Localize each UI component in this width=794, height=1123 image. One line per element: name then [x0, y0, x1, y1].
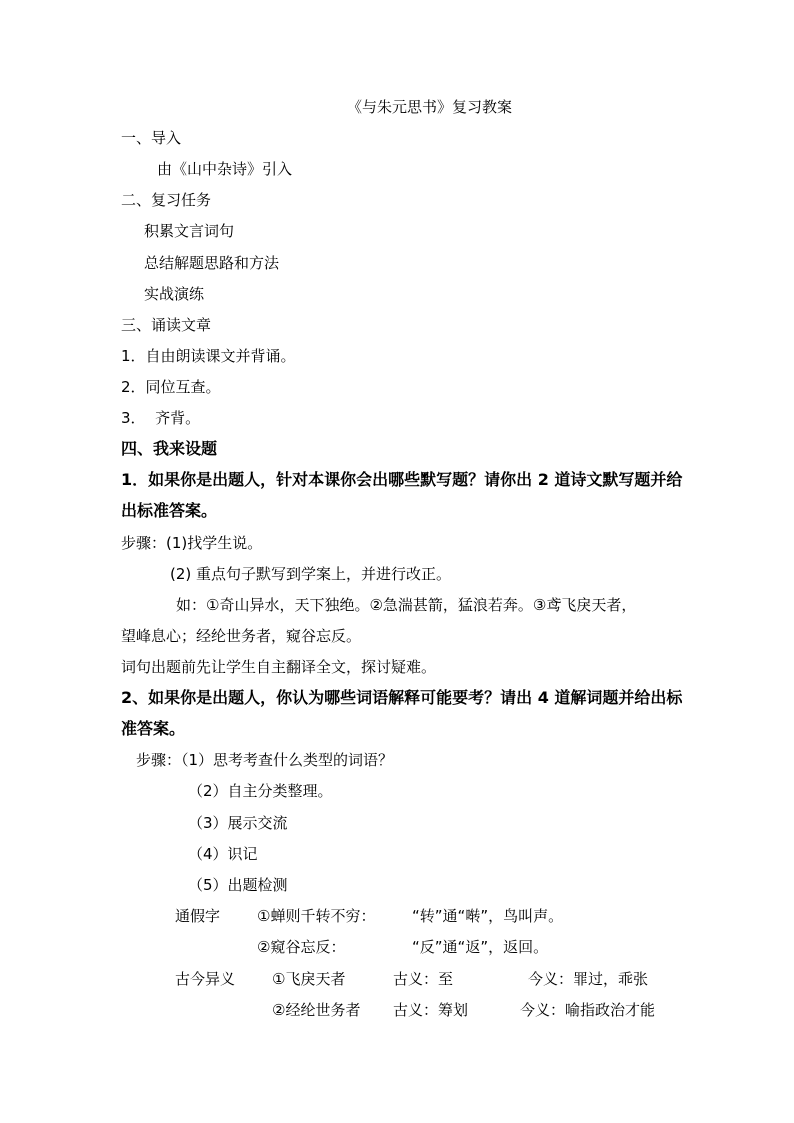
step-text: （3）展示交流	[188, 814, 288, 832]
question-1: 1．如果你是出题人，针对本课你会出哪些默写题？请你出 2 道诗文默写题并给	[121, 470, 683, 489]
tongjia-item: ①蝉则千转不穷：	[257, 907, 376, 925]
task-item: 总结解题思路和方法	[144, 254, 280, 272]
tongjia-item: ②窥谷忘反：	[257, 938, 346, 956]
note-text: 词句出题前先让学生自主翻译全文，探讨疑难。	[121, 658, 437, 676]
question-2: 2、如果你是出题人，你认为哪些词语解释可能要考？请出 4 道解词题并给出标	[121, 688, 683, 707]
task-item: 实战演练	[144, 285, 205, 303]
step-text: （5）出题检测	[188, 876, 288, 894]
gujin-gu: 古义：至	[393, 970, 454, 988]
gujin-item: ②经纶世务者	[272, 1001, 361, 1019]
step-text: 步骤：(1)找学生说。	[121, 534, 263, 552]
reading-step: 3． 齐背。	[121, 409, 201, 427]
tongjia-explain: “转”通“啭”，鸟叫声。	[412, 907, 564, 925]
gujin-jin: 今义：喻指政治才能	[520, 1001, 656, 1019]
gujin-jin: 今义：罪过，乖张	[528, 970, 649, 988]
question-1-cont: 出标准答案。	[121, 501, 218, 520]
step-text: (2) 重点句子默写到学案上，并进行改正。	[170, 565, 452, 583]
section-heading-intro: 一、导入	[121, 129, 182, 147]
gujin-gu: 古义：筹划	[393, 1001, 469, 1019]
section-heading-tasks: 二、复习任务	[121, 191, 212, 209]
question-2-cont: 准答案。	[121, 719, 186, 738]
tongjia-explain: “反”通“返”，返回。	[412, 938, 549, 956]
task-item: 积累文言词句	[144, 222, 235, 240]
intro-text: 由《山中杂诗》引入	[157, 160, 293, 178]
gujin-item: ①飞戾天者	[272, 970, 346, 988]
tongjia-label: 通假字	[175, 907, 221, 925]
step-text: （2）自主分类整理。	[188, 782, 333, 800]
example-text-cont: 望峰息心；经纶世务者，窥谷忘反。	[121, 627, 362, 645]
reading-step: 1．自由朗读课文并背诵。	[121, 347, 296, 365]
section-heading-questions: 四、我来设题	[121, 439, 218, 458]
step-text: （4）识记	[188, 845, 258, 863]
section-heading-reading: 三、诵读文章	[121, 316, 212, 334]
reading-step: 2．同位互查。	[121, 378, 221, 396]
document-title: 《与朱元思书》复习教案	[347, 98, 513, 116]
gujin-label: 古今异义	[175, 970, 236, 988]
example-text: 如：①奇山异水，天下独绝。②急湍甚箭，猛浪若奔。③鸢飞戾天者，	[176, 596, 637, 614]
step-text: 步骤：（1）思考考查什么类型的词语？	[136, 751, 394, 769]
